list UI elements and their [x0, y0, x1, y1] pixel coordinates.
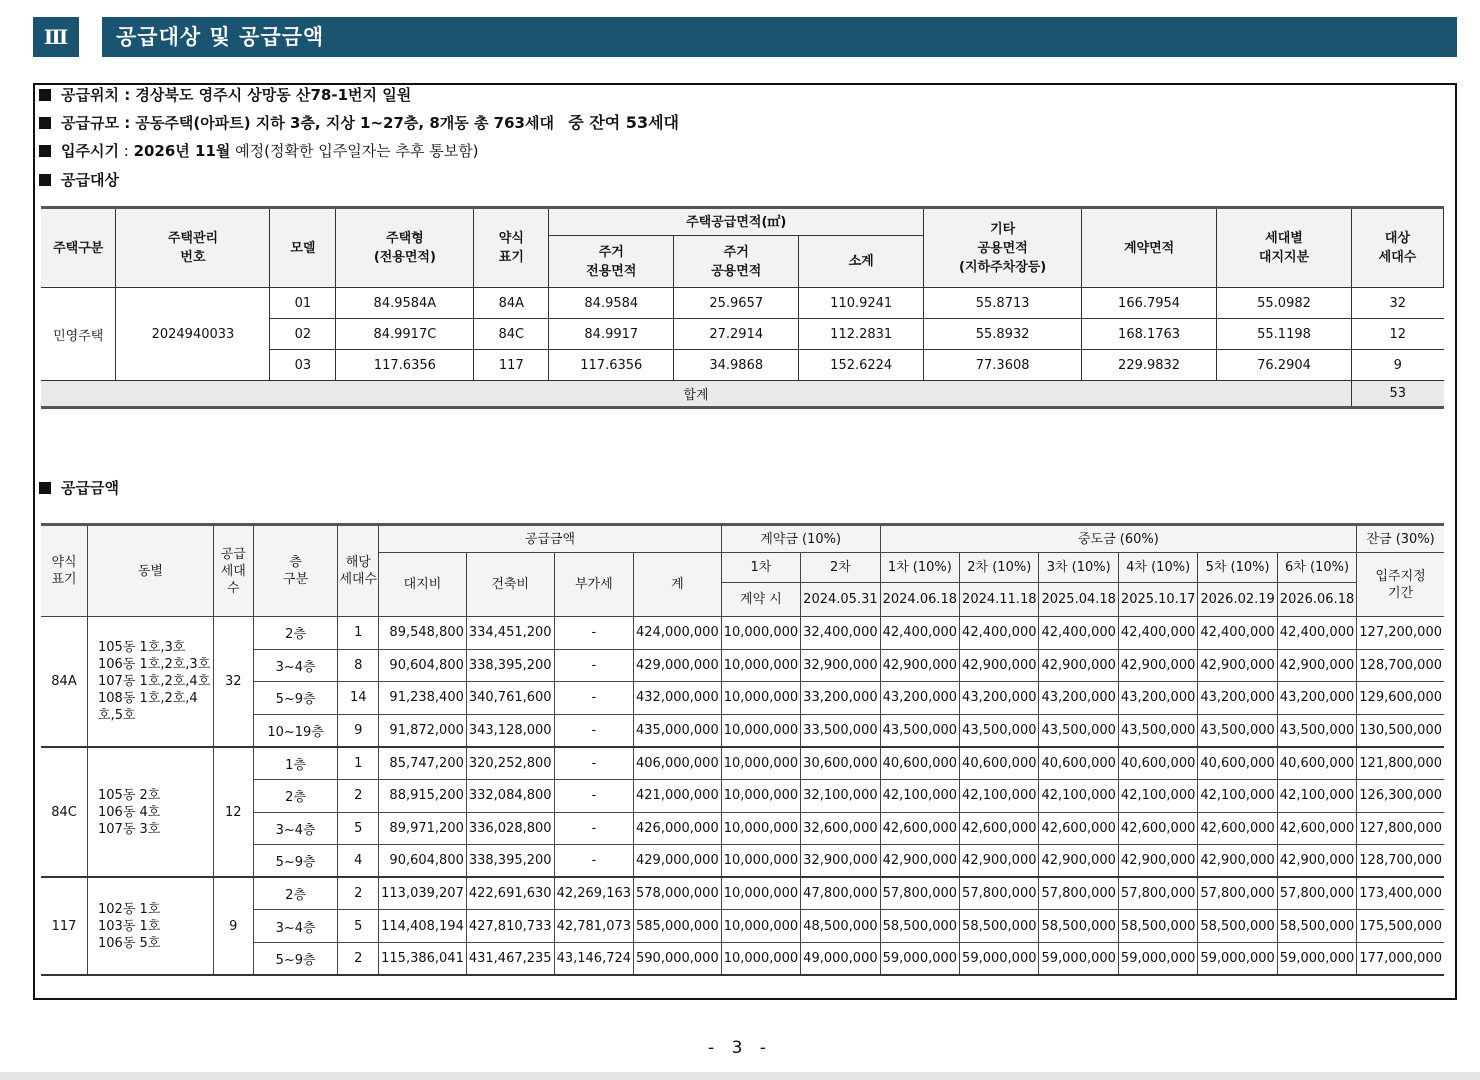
section-header [33, 17, 1457, 57]
cell: 117.6356 [549, 350, 674, 381]
cell: 43,200,000 [1277, 682, 1356, 715]
cell: 128,700,000 [1357, 845, 1444, 878]
cell: 114,408,194 [379, 910, 467, 943]
cell: 30,600,000 [801, 747, 880, 780]
th-deposit-group: 계약금 (10%) [721, 525, 880, 553]
scale-value: 공동주택(아파트) 지하 3층, 지상 1~27층, 8개동 총 763세대 [135, 114, 554, 132]
cell: 40,600,000 [1118, 747, 1197, 780]
cell: 84.9584A [336, 288, 474, 319]
cell: 55.8932 [924, 319, 1082, 350]
cell: 121,800,000 [1357, 747, 1444, 780]
cell: 43,500,000 [1277, 714, 1356, 747]
cell: 10,000,000 [721, 877, 800, 910]
th-m6: 6차 (10%) [1277, 553, 1356, 583]
cell: 76.2904 [1217, 350, 1352, 381]
cell: 42,400,000 [880, 617, 959, 650]
cell: 421,000,000 [634, 779, 722, 812]
price-table-body [41, 617, 1444, 976]
cell: 42,100,000 [880, 779, 959, 812]
cell: 2층 [253, 779, 338, 812]
cell: 58,500,000 [1039, 910, 1118, 943]
cell: 406,000,000 [634, 747, 722, 780]
dong-cell: 105동 1호,3호 106동 1호,2호,3호 107동 1호,2호,4호 108동 1호,2호,4호,5호 [88, 617, 214, 747]
cell: 10,000,000 [721, 617, 800, 650]
th-price-group: 공급금액 [379, 525, 722, 553]
cell: 427,810,733 [466, 910, 554, 943]
supply-cell: 9 [213, 877, 253, 975]
cell: 10~19층 [253, 714, 338, 747]
cell: 110.9241 [799, 288, 924, 319]
cell: 57,800,000 [1198, 877, 1277, 910]
cell: 431,467,235 [466, 942, 554, 975]
cell: 2 [338, 942, 379, 975]
cell: 1 [338, 617, 379, 650]
cell: 40,600,000 [960, 747, 1039, 780]
cell: 58,500,000 [880, 910, 959, 943]
cell: 42,600,000 [880, 812, 959, 845]
cell: - [554, 714, 633, 747]
cell: 175,500,000 [1357, 910, 1444, 943]
cell: 40,600,000 [1039, 747, 1118, 780]
cell: - [554, 747, 633, 780]
cell: 9 [1351, 350, 1443, 381]
cell: 343,128,000 [466, 714, 554, 747]
table-row [41, 288, 1444, 319]
cell: 33,200,000 [801, 682, 880, 715]
cell: 42,400,000 [960, 617, 1039, 650]
th-building: 건축비 [466, 553, 554, 617]
cell: 43,500,000 [1039, 714, 1118, 747]
th-floor: 층 구분 [253, 525, 338, 617]
cell: 43,200,000 [1118, 682, 1197, 715]
cell: 42,900,000 [960, 649, 1039, 682]
cell: 03 [270, 350, 336, 381]
abbr-cell: 117 [41, 877, 88, 975]
cell: 3~4층 [253, 812, 338, 845]
cell: 42,400,000 [1039, 617, 1118, 650]
location-value: 경상북도 영주시 상망동 산78-1번지 일원 [135, 86, 412, 104]
cell: 42,900,000 [880, 649, 959, 682]
cell: 89,971,200 [379, 812, 467, 845]
cell: 2층 [253, 617, 338, 650]
cell: 43,500,000 [1118, 714, 1197, 747]
page-number: - 3 - [708, 1038, 772, 1058]
cell: 40,600,000 [880, 747, 959, 780]
cell: 429,000,000 [634, 649, 722, 682]
th-d1-date: 계약 시 [721, 583, 800, 617]
cell: 4 [338, 845, 379, 878]
cell: 10,000,000 [721, 714, 800, 747]
th-m5: 5차 (10%) [1198, 553, 1277, 583]
th-d1: 1차 [721, 553, 800, 583]
th-m3-date: 2025.04.18 [1039, 583, 1118, 617]
th-m1: 1차 (10%) [880, 553, 959, 583]
th-vat: 부가세 [554, 553, 633, 617]
cell: 57,800,000 [1277, 877, 1356, 910]
th-households: 해당 세대수 [338, 525, 379, 617]
th-contract-area: 계약면적 [1082, 208, 1217, 288]
th-m5-date: 2026.02.19 [1198, 583, 1277, 617]
total-label: 합계 [41, 381, 1351, 408]
bottom-bar [0, 1072, 1480, 1080]
cell: 426,000,000 [634, 812, 722, 845]
cell: 25.9657 [674, 288, 799, 319]
cell: 127,200,000 [1357, 617, 1444, 650]
info-location: 공급위치 : 경상북도 영주시 상망동 산78-1번지 일원 [39, 85, 411, 105]
cell: 10,000,000 [721, 747, 800, 780]
cell: 578,000,000 [634, 877, 722, 910]
th-subtotal: 소계 [799, 236, 924, 288]
cell: 229.9832 [1082, 350, 1217, 381]
cell: 340,761,600 [466, 682, 554, 715]
cell: 59,000,000 [1198, 942, 1277, 975]
cell: 43,146,724 [554, 942, 633, 975]
supply-target-table [41, 206, 1444, 409]
cell: 130,500,000 [1357, 714, 1444, 747]
cell: 332,084,800 [466, 779, 554, 812]
cell: 585,000,000 [634, 910, 722, 943]
cell: 42,400,000 [1198, 617, 1277, 650]
target-label: 공급대상 [61, 171, 119, 189]
cell: 42,100,000 [960, 779, 1039, 812]
cell: 58,500,000 [960, 910, 1039, 943]
cell: - [554, 617, 633, 650]
cell: 117 [474, 350, 549, 381]
cell: 91,872,000 [379, 714, 467, 747]
bullet-square-icon [39, 117, 51, 129]
scale-extra: 중 잔여 53세대 [568, 113, 679, 132]
cell: 27.2914 [674, 319, 799, 350]
cell: 55.1198 [1217, 319, 1352, 350]
cell: 1층 [253, 747, 338, 780]
table-row [41, 617, 1444, 650]
cell: 34.9868 [674, 350, 799, 381]
cell: 42,900,000 [1118, 845, 1197, 878]
cell: 10,000,000 [721, 942, 800, 975]
th-households: 대상 세대수 [1351, 208, 1443, 288]
cell: 42,400,000 [1118, 617, 1197, 650]
th-m4: 4차 (10%) [1118, 553, 1197, 583]
th-balance-sub: 입주지정 기간 [1357, 553, 1444, 617]
cell: 43,500,000 [960, 714, 1039, 747]
cell: 5 [338, 910, 379, 943]
cell: 9 [338, 714, 379, 747]
movein-label: 입주시기 [61, 142, 119, 160]
cell: 168.1763 [1082, 319, 1217, 350]
content-frame [33, 83, 1457, 1000]
th-house-type: 주택구분 [41, 208, 116, 288]
cell: 1 [338, 747, 379, 780]
section-number: Ⅲ [33, 17, 79, 57]
th-m1-date: 2024.06.18 [880, 583, 959, 617]
cell: 42,900,000 [1277, 845, 1356, 878]
dong-cell: 102동 1호 103동 1호 106동 5호 [88, 877, 214, 975]
cell: 422,691,630 [466, 877, 554, 910]
th-exclusive: 주거 전용면적 [549, 236, 674, 288]
cell: 40,600,000 [1198, 747, 1277, 780]
scale-label: 공급규모 [61, 114, 119, 132]
dong-cell: 105동 2호 106동 4호 107동 3호 [88, 747, 214, 877]
price-label: 공급금액 [61, 479, 119, 497]
cell: 59,000,000 [960, 942, 1039, 975]
cell: 42,600,000 [1039, 812, 1118, 845]
cell: 59,000,000 [1277, 942, 1356, 975]
cell: 42,100,000 [1277, 779, 1356, 812]
cell: 58,500,000 [1198, 910, 1277, 943]
movein-value: 2026년 11월 [133, 142, 231, 160]
th-m2-date: 2024.11.18 [960, 583, 1039, 617]
cell: 42,100,000 [1118, 779, 1197, 812]
cell: 84A [474, 288, 549, 319]
cell: 42,600,000 [960, 812, 1039, 845]
cell: 90,604,800 [379, 845, 467, 878]
movein-note: 예정(정확한 입주일자는 추후 통보함) [235, 142, 479, 160]
cell: 43,200,000 [960, 682, 1039, 715]
cell: 2 [338, 877, 379, 910]
supply-cell: 32 [213, 617, 253, 747]
cell: 126,300,000 [1357, 779, 1444, 812]
cell: 90,604,800 [379, 649, 467, 682]
cell: 43,200,000 [1039, 682, 1118, 715]
cell: 42,100,000 [1198, 779, 1277, 812]
cell: 115,386,041 [379, 942, 467, 975]
cell: 42,900,000 [1039, 845, 1118, 878]
total-row [41, 381, 1444, 408]
th-sum: 계 [634, 553, 722, 617]
th-abbr: 약식 표기 [41, 525, 88, 617]
th-mid-group: 중도금 (60%) [880, 525, 1357, 553]
cell: 57,800,000 [960, 877, 1039, 910]
cell: 8 [338, 649, 379, 682]
cell: 42,900,000 [1198, 649, 1277, 682]
cell: 10,000,000 [721, 649, 800, 682]
cell: 432,000,000 [634, 682, 722, 715]
cell: 113,039,207 [379, 877, 467, 910]
cell: 112.2831 [799, 319, 924, 350]
cell: 429,000,000 [634, 845, 722, 878]
cell: 42,600,000 [1198, 812, 1277, 845]
cell: 89,548,800 [379, 617, 467, 650]
bullet-square-icon [39, 145, 51, 157]
supply-price-table [41, 523, 1444, 976]
cell: 43,500,000 [880, 714, 959, 747]
th-common: 주거 공용면적 [674, 236, 799, 288]
house-kind-cell: 민영주택 [41, 288, 116, 381]
cell: 02 [270, 319, 336, 350]
cell: 84.9584 [549, 288, 674, 319]
cell: 166.7954 [1082, 288, 1217, 319]
cell: 84.9917 [549, 319, 674, 350]
cell: 43,200,000 [1198, 682, 1277, 715]
cell: 42,900,000 [1039, 649, 1118, 682]
cell: 42,900,000 [1118, 649, 1197, 682]
cell: 177,000,000 [1357, 942, 1444, 975]
table-row [41, 747, 1444, 780]
cell: 5~9층 [253, 682, 338, 715]
cell: 49,000,000 [801, 942, 880, 975]
cell: 173,400,000 [1357, 877, 1444, 910]
cell: 57,800,000 [1039, 877, 1118, 910]
cell: - [554, 649, 633, 682]
cell: 5 [338, 812, 379, 845]
th-d2: 2차 [801, 553, 880, 583]
cell: 42,600,000 [1277, 812, 1356, 845]
cell: 42,400,000 [1277, 617, 1356, 650]
cell: 42,600,000 [1118, 812, 1197, 845]
total-value: 53 [1351, 381, 1443, 408]
cell: 84.9917C [336, 319, 474, 350]
cell: 424,000,000 [634, 617, 722, 650]
abbr-cell: 84C [41, 747, 88, 877]
th-land-share: 세대별 대지지분 [1217, 208, 1352, 288]
cell: 127,800,000 [1357, 812, 1444, 845]
cell: 5~9층 [253, 845, 338, 878]
table-row [41, 877, 1444, 910]
bullet-square-icon [39, 174, 51, 186]
cell: 55.0982 [1217, 288, 1352, 319]
cell: 10,000,000 [721, 812, 800, 845]
cell: 43,500,000 [1198, 714, 1277, 747]
cell: 85,747,200 [379, 747, 467, 780]
cell: 32,100,000 [801, 779, 880, 812]
th-m6-date: 2026.06.18 [1277, 583, 1356, 617]
mgmt-number-cell: 2024940033 [116, 288, 270, 381]
cell: 84C [474, 319, 549, 350]
cell: 152.6224 [799, 350, 924, 381]
cell: 58,500,000 [1118, 910, 1197, 943]
cell: 10,000,000 [721, 779, 800, 812]
cell: 14 [338, 682, 379, 715]
th-mgmt-number: 주택관리 번호 [116, 208, 270, 288]
cell: 129,600,000 [1357, 682, 1444, 715]
th-balance-group: 잔금 (30%) [1357, 525, 1444, 553]
cell: 48,500,000 [801, 910, 880, 943]
cell: 77.3608 [924, 350, 1082, 381]
cell: 320,252,800 [466, 747, 554, 780]
th-m3: 3차 (10%) [1039, 553, 1118, 583]
th-model: 모델 [270, 208, 336, 288]
info-movein: 입주시기 : 2026년 11월 예정(정확한 입주일자는 추후 통보함) [39, 141, 479, 161]
cell: 128,700,000 [1357, 649, 1444, 682]
cell: 42,781,073 [554, 910, 633, 943]
cell: 47,800,000 [801, 877, 880, 910]
cell: - [554, 812, 633, 845]
cell: 40,600,000 [1277, 747, 1356, 780]
cell: 55.8713 [924, 288, 1082, 319]
cell: 42,900,000 [880, 845, 959, 878]
th-other-common: 기타 공용면적 (지하주차장등) [924, 208, 1082, 288]
th-area-group: 주택공급면적(㎡) [549, 208, 924, 236]
cell: 32,400,000 [801, 617, 880, 650]
cell: 42,100,000 [1039, 779, 1118, 812]
cell: 91,238,400 [379, 682, 467, 715]
cell: 58,500,000 [1277, 910, 1356, 943]
cell: 117.6356 [336, 350, 474, 381]
cell: 2층 [253, 877, 338, 910]
cell: 334,451,200 [466, 617, 554, 650]
abbr-cell: 84A [41, 617, 88, 747]
cell: 57,800,000 [880, 877, 959, 910]
cell: 42,900,000 [1198, 845, 1277, 878]
cell: 338,395,200 [466, 845, 554, 878]
cell: 43,200,000 [880, 682, 959, 715]
cell: 59,000,000 [1118, 942, 1197, 975]
supply-cell: 12 [213, 747, 253, 877]
cell: 32 [1351, 288, 1443, 319]
cell: 590,000,000 [634, 942, 722, 975]
cell: - [554, 779, 633, 812]
bullet-square-icon [39, 89, 51, 101]
th-dong: 동별 [88, 525, 214, 617]
cell: 5~9층 [253, 942, 338, 975]
cell: 32,900,000 [801, 845, 880, 878]
section-title: 공급대상 및 공급금액 [102, 17, 1457, 57]
cell: 33,500,000 [801, 714, 880, 747]
cell: 3~4층 [253, 910, 338, 943]
cell: 01 [270, 288, 336, 319]
cell: 338,395,200 [466, 649, 554, 682]
cell: 57,800,000 [1118, 877, 1197, 910]
location-label: 공급위치 [61, 86, 119, 104]
th-supply-households: 공급 세대수 [213, 525, 253, 617]
th-m2: 2차 (10%) [960, 553, 1039, 583]
cell: 59,000,000 [1039, 942, 1118, 975]
cell: 59,000,000 [880, 942, 959, 975]
cell: 435,000,000 [634, 714, 722, 747]
cell: 88,915,200 [379, 779, 467, 812]
cell: 42,269,163 [554, 877, 633, 910]
info-price-heading [39, 478, 119, 498]
th-housing-type: 주택형 (전용면적) [336, 208, 474, 288]
info-scale: 공급규모 : 공동주택(아파트) 지하 3층, 지상 1~27층, 8개동 총 763세대 중 잔여 53세대 [39, 113, 679, 133]
cell: 10,000,000 [721, 910, 800, 943]
th-land: 대지비 [379, 553, 467, 617]
cell: 336,028,800 [466, 812, 554, 845]
cell: 42,900,000 [1277, 649, 1356, 682]
cell: 12 [1351, 319, 1443, 350]
bullet-square-icon [39, 482, 51, 494]
info-target [39, 170, 119, 190]
th-d2-date: 2024.05.31 [801, 583, 880, 617]
cell: 32,900,000 [801, 649, 880, 682]
cell: 3~4층 [253, 649, 338, 682]
cell: 32,600,000 [801, 812, 880, 845]
cell: 42,900,000 [960, 845, 1039, 878]
cell: - [554, 682, 633, 715]
cell: 10,000,000 [721, 845, 800, 878]
cell: 10,000,000 [721, 682, 800, 715]
cell: - [554, 845, 633, 878]
th-m4-date: 2025.10.17 [1118, 583, 1197, 617]
cell: 2 [338, 779, 379, 812]
th-abbr: 약식 표기 [474, 208, 549, 288]
